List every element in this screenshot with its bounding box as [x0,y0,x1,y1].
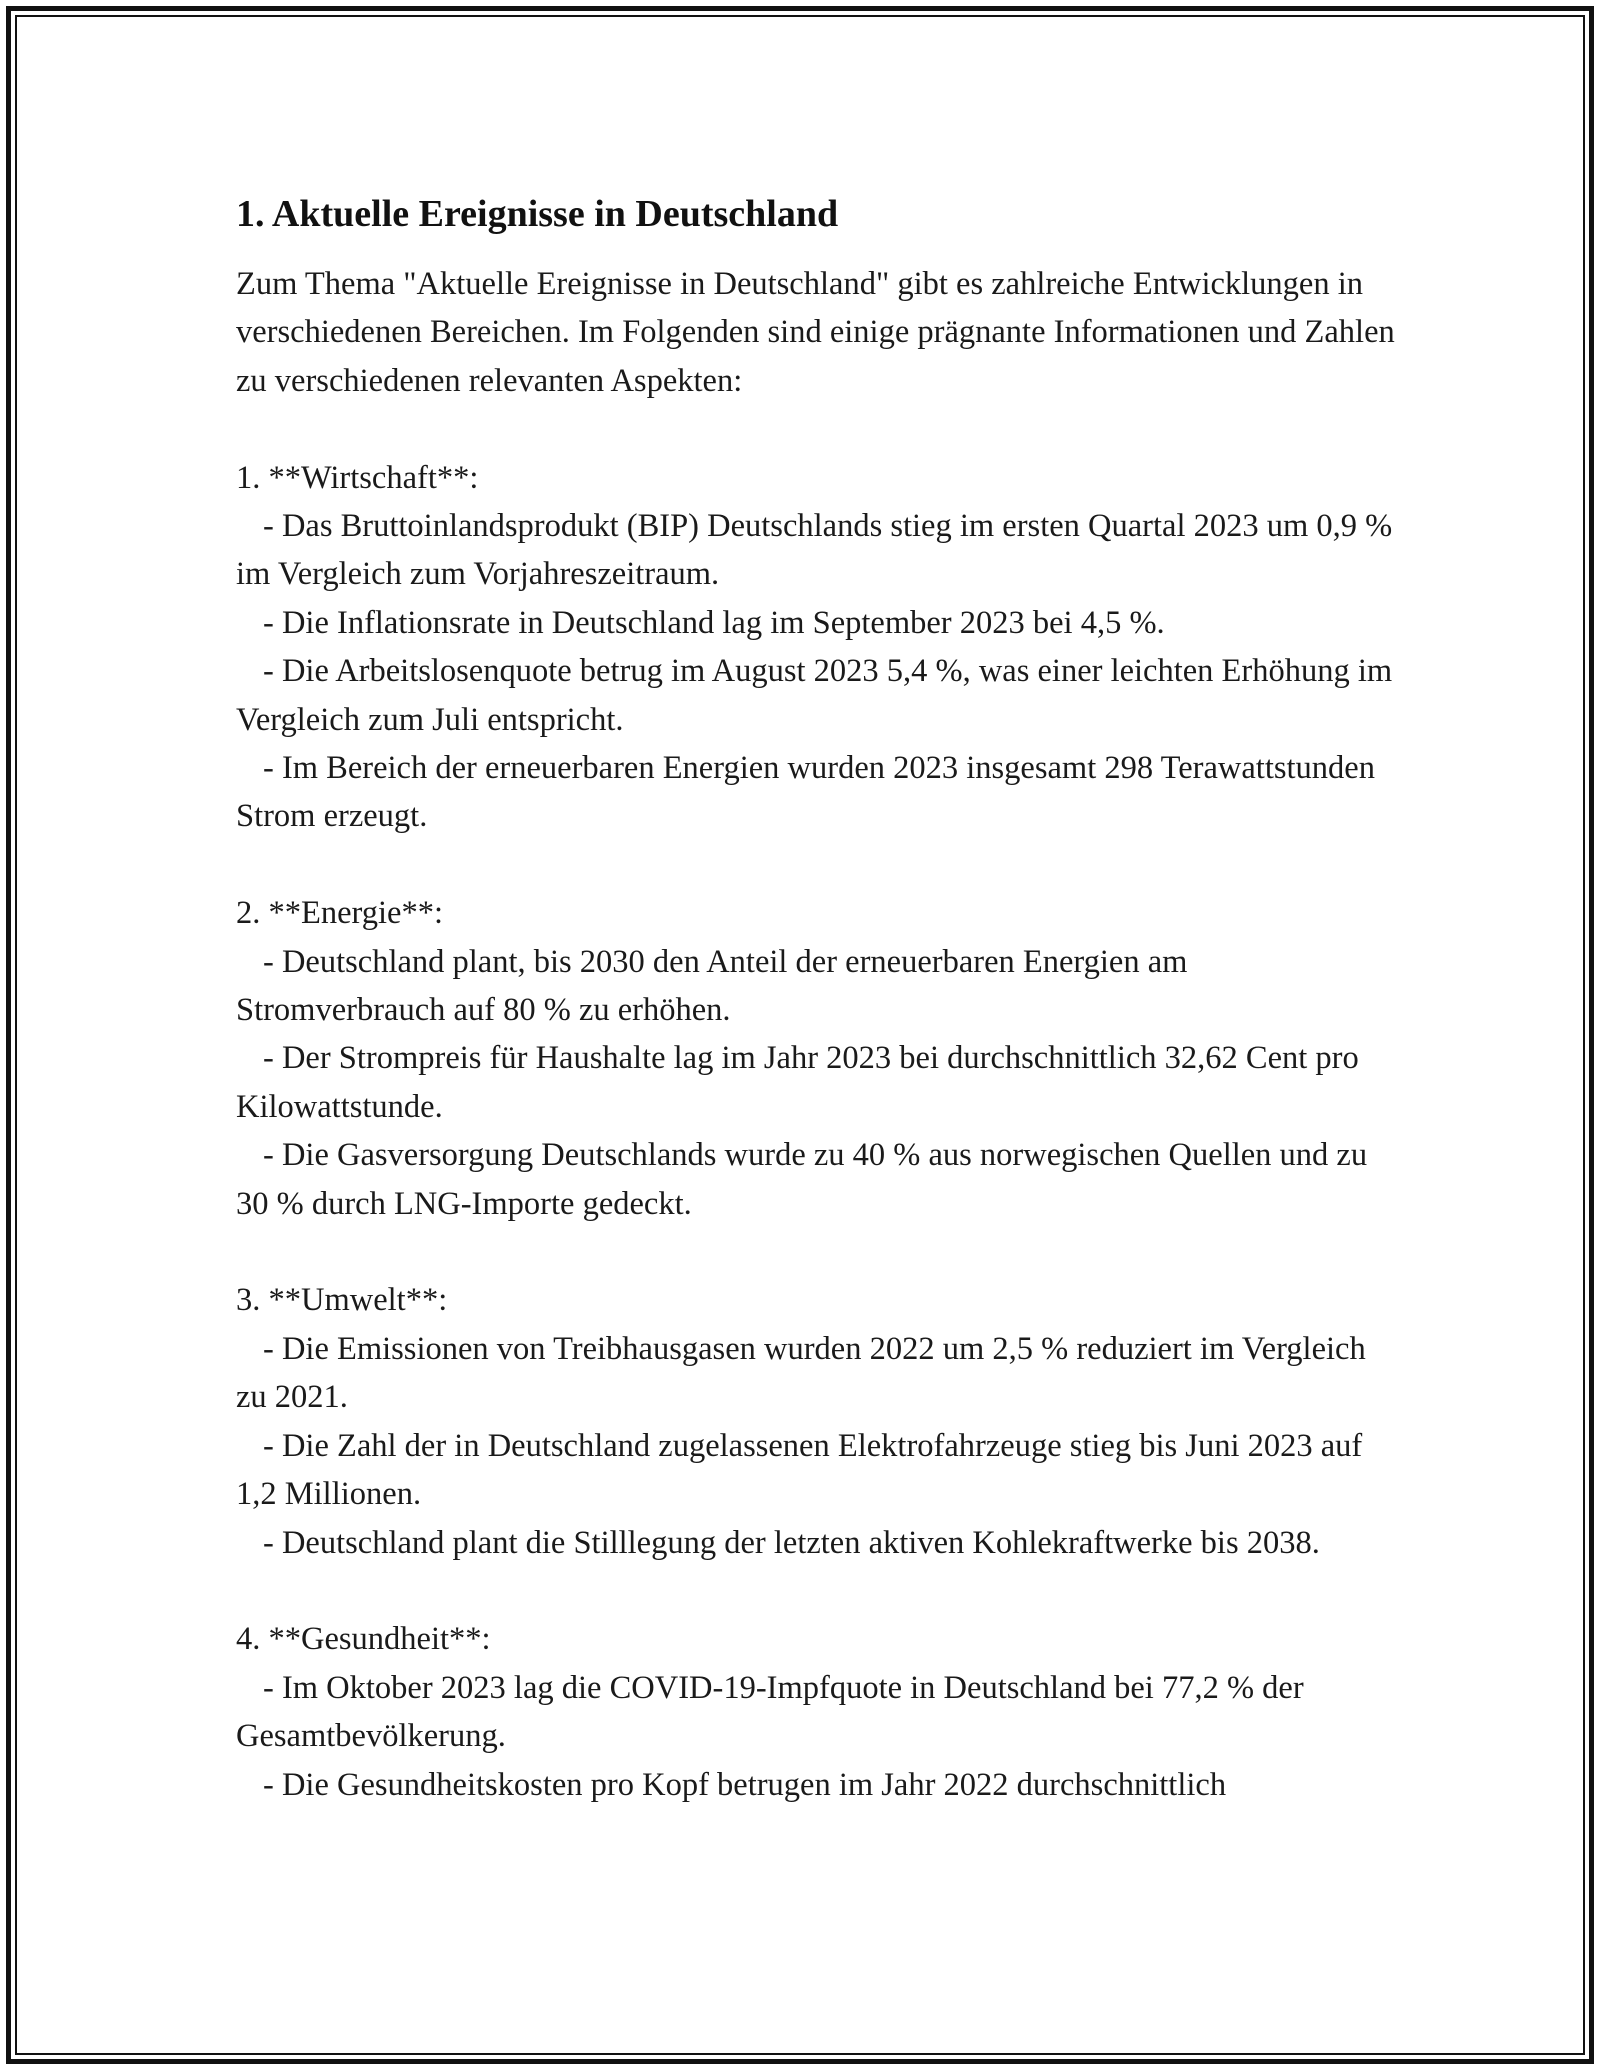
document-title: 1. Aktuelle Ereignisse in Deutschland [236,193,839,235]
section-wirtschaft [236,454,1396,841]
list-item: - Die Gesundheitskosten pro Kopf betrugen im Jahr 2022 durchschnittlich [263,1766,1227,1803]
intro-paragraph: Zum Thema "Aktuelle Ereignisse in Deutschland" gibt es zahlreiche Entwicklungen in verschiedenen Bereichen. Im Folgenden sind einige prägnante Informationen und Zahlen zu verschiedenen relevanten Aspekten: [236,266,1395,399]
list-item: - Im Bereich der erneuerbaren Energien wurden 2023 insgesamt 298 Terawattstunden Strom erzeugt. [236,750,1375,835]
document-body [236,186,1396,1809]
list-item: - Der Strompreis für Haushalte lag im Jahr 2023 bei durchschnittlich 32,62 Cent pro Kilowattstunde. [236,1040,1359,1125]
section-heading: 3. **Umwelt**: [236,1282,448,1319]
list-item: - Die Gasversorgung Deutschlands wurde zu 40 % aus norwegischen Quellen und zu 30 % durch LNG-Importe gedeckt. [236,1137,1368,1222]
list-item: - Deutschland plant die Stilllegung der letzten aktiven Kohlekraftwerke bis 2038. [263,1524,1320,1561]
section-gesundheit [236,1615,1396,1809]
list-item: - Die Arbeitslosenquote betrug im August 2023 5,4 %, was einer leichten Erhöhung im Vergleich zum Juli entspricht. [236,653,1393,738]
list-item: - Die Inflationsrate in Deutschland lag im September 2023 bei 4,5 %. [263,604,1165,641]
list-item: - Das Bruttoinlandsprodukt (BIP) Deutschlands stieg im ersten Quartal 2023 um 0,9 % im Vergleich zum Vorjahreszeitraum. [236,508,1393,593]
section-heading: 1. **Wirtschaft**: [236,459,479,496]
section-umwelt [236,1276,1396,1566]
list-item: - Die Emissionen von Treibhausgasen wurden 2022 um 2,5 % reduziert im Vergleich zu 2021. [236,1330,1366,1416]
list-item: - Deutschland plant, bis 2030 den Anteil der erneuerbaren Energien am Stromverbrauch auf 80 % zu erhöhen. [236,943,1188,1029]
section-heading: 4. **Gesundheit**: [236,1621,491,1658]
section-energie [236,889,1396,1228]
section-heading: 2. **Energie**: [236,895,443,932]
list-item: - Die Zahl der in Deutschland zugelassenen Elektrofahrzeuge stieg bis Juni 2023 auf 1,2 Millionen. [236,1427,1363,1513]
list-item: - Im Oktober 2023 lag die COVID-19-Impfquote in Deutschland bei 77,2 % der Gesamtbevölkerung. [236,1669,1304,1755]
